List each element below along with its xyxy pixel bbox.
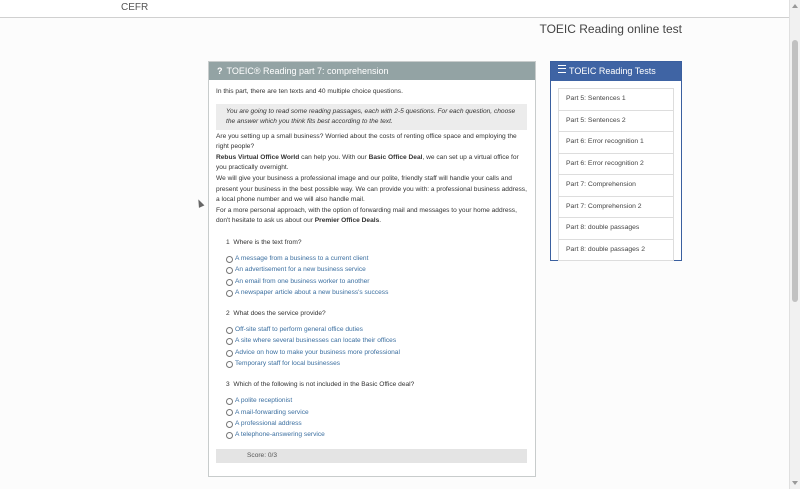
brand-link[interactable]: CEFR (121, 2, 149, 13)
answer-option[interactable]: A telephone-answering service (226, 430, 527, 441)
passage-paragraph: Are you setting up a small business? Worried about the costs of renting office space and employing the right people? (216, 132, 517, 151)
intro-text: In this part, there are ten texts and 40 multiple choice questions. (216, 88, 403, 95)
sidebar-heading (551, 62, 681, 81)
radio-button[interactable] (226, 290, 233, 297)
sidebar-tests (550, 61, 682, 261)
radio-button[interactable] (226, 432, 233, 439)
panel-heading (209, 62, 535, 80)
sidebar-item[interactable]: Part 7: Comprehension (559, 175, 673, 197)
answer-option[interactable]: A newspaper article about a new business's success (226, 288, 527, 299)
sidebar-item[interactable]: Part 8: double passages (559, 218, 673, 240)
question-text: 1 Where is the text from? (226, 238, 302, 246)
page-title: TOEIC Reading online test (539, 22, 682, 36)
sidebar-item[interactable]: Part 5: Sentences 1 (559, 89, 673, 111)
answer-option[interactable]: A message from a business to a current client (226, 254, 527, 265)
radio-button[interactable] (226, 421, 233, 428)
passage-paragraph: For a more personal approach, with the option of forwarding mail and messages to your home address, don't hesitate to ask us about our Premier Office Deals. (216, 206, 517, 225)
answer-option[interactable]: A mail-forwarding service (226, 407, 527, 418)
answer-option[interactable]: A professional address (226, 419, 527, 430)
question-3 (216, 380, 527, 441)
scroll-down-arrow-icon[interactable] (792, 481, 798, 485)
answer-option[interactable]: An email from one business worker to another (226, 276, 527, 287)
sidebar-title: TOEIC Reading Tests (569, 66, 656, 76)
answer-option[interactable]: An advertisement for a new business service (226, 265, 527, 276)
page-scrollbar[interactable] (789, 0, 800, 489)
sidebar-item[interactable]: Part 6: Error recognition 1 (559, 132, 673, 154)
test-panel (208, 61, 536, 477)
radio-button[interactable] (226, 267, 233, 274)
top-navbar (0, 0, 790, 18)
score-display: Score: 0/3 (216, 449, 527, 463)
question-icon: ? (217, 66, 223, 76)
radio-button[interactable] (226, 327, 233, 334)
passage-paragraph: Rebus Virtual Office World can help you. With our Basic Office Deal, we can set up a virtual office for you practically overnight. (216, 153, 519, 172)
sidebar-item[interactable]: Part 7: Comprehension 2 (559, 197, 673, 219)
instruction-box: You are going to read some reading passages, each with 2-5 questions. For each question, choose the answer which you think fits best according to the text. (216, 104, 527, 130)
question-1 (216, 238, 527, 299)
passage-paragraph: We will give your business a professional image and our polite, friendly staff will handle your calls and present your business in the best possible way. We can provide you with: a professional business address, a local phone number and we will also handle mail. (216, 174, 527, 204)
scroll-up-arrow-icon[interactable] (792, 4, 798, 8)
list-icon (558, 65, 566, 73)
sidebar-item[interactable]: Part 8: double passages 2 (566, 245, 645, 253)
radio-button[interactable] (226, 350, 233, 357)
mouse-cursor-icon (196, 198, 205, 208)
answer-option[interactable]: Off-site staff to perform general office duties (226, 325, 527, 336)
panel-title: TOEIC® Reading part 7: comprehension (226, 66, 389, 76)
reading-passage (216, 132, 527, 227)
answer-option[interactable]: A site where several businesses can locate their offices (226, 336, 527, 347)
radio-button[interactable] (226, 279, 233, 286)
sidebar-item[interactable]: Part 5: Sentences 2 (559, 111, 673, 133)
answer-option[interactable]: Advice on how to make your business more professional (226, 347, 527, 358)
radio-button[interactable] (226, 361, 233, 368)
radio-button[interactable] (226, 256, 233, 263)
question-text: 2 What does the service provide? (226, 310, 326, 318)
answer-option[interactable]: Temporary staff for local businesses (226, 359, 527, 370)
radio-button[interactable] (226, 409, 233, 416)
radio-button[interactable] (226, 398, 233, 405)
answer-option[interactable]: A polite receptionist (226, 396, 527, 407)
question-2 (216, 309, 527, 370)
radio-button[interactable] (226, 338, 233, 345)
sidebar-item[interactable]: Part 6: Error recognition 2 (559, 154, 673, 176)
question-text: 3 Which of the following is not included in the Basic Office deal? (226, 381, 415, 389)
scrollbar-thumb[interactable] (792, 40, 798, 302)
